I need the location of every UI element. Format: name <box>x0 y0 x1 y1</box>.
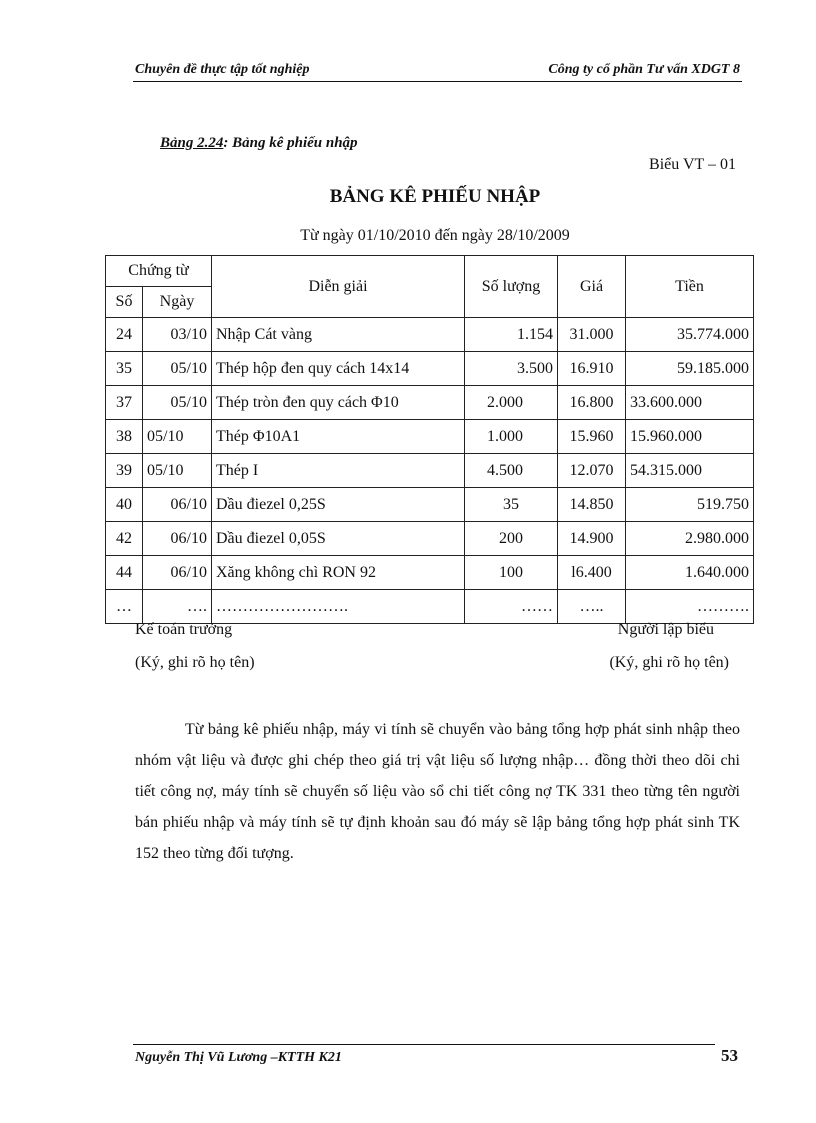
cell-number: 24 <box>106 318 143 352</box>
page-number: 53 <box>721 1046 738 1065</box>
cell-number: 40 <box>106 488 143 522</box>
cell-amount: 54.315.000 <box>626 454 754 488</box>
cell-price: 15.960 <box>558 420 626 454</box>
header-price: Giá <box>558 256 626 318</box>
cell-date: 06/10 <box>143 522 212 556</box>
cell-amount: ………. <box>626 590 754 624</box>
cell-quantity: 3.500 <box>465 352 558 386</box>
footer-rule <box>133 1044 715 1045</box>
cell-quantity: 100 <box>465 556 558 590</box>
cell-number: 42 <box>106 522 143 556</box>
cell-price: 14.900 <box>558 522 626 556</box>
cell-date: 05/10 <box>143 386 212 420</box>
header-right: Công ty cổ phần Tư vấn XDGT 8 <box>548 62 740 77</box>
cell-description: Thép hộp đen quy cách 14x14 <box>212 352 465 386</box>
cell-date: 05/10 <box>143 454 212 488</box>
signature-right-note: (Ký, ghi rõ họ tên) <box>609 654 729 671</box>
cell-date: …. <box>143 590 212 624</box>
cell-number: 38 <box>106 420 143 454</box>
header-left: Chuyên đề thực tập tốt nghiệp <box>135 62 310 77</box>
cell-date: 06/10 <box>143 488 212 522</box>
cell-price: ….. <box>558 590 626 624</box>
cell-number: 37 <box>106 386 143 420</box>
cell-date: 03/10 <box>143 318 212 352</box>
cell-date: 05/10 <box>143 420 212 454</box>
caption-label: Bảng 2.24 <box>160 135 224 151</box>
cell-quantity: …… <box>465 590 558 624</box>
cell-number: 35 <box>106 352 143 386</box>
cell-date: 05/10 <box>143 352 212 386</box>
cell-amount: 33.600.000 <box>626 386 754 420</box>
cell-description: Thép Φ10A1 <box>212 420 465 454</box>
cell-quantity: 1.154 <box>465 318 558 352</box>
table-row <box>106 420 754 454</box>
header-description: Diễn giải <box>212 256 465 318</box>
table-row <box>106 318 754 352</box>
cell-amount: 1.640.000 <box>626 556 754 590</box>
signature-left-note: (Ký, ghi rõ họ tên) <box>135 654 255 671</box>
header-date: Ngày <box>143 287 212 318</box>
cell-amount: 519.750 <box>626 488 754 522</box>
table-row <box>106 454 754 488</box>
cell-description: ……………………. <box>212 590 465 624</box>
cell-amount: 15.960.000 <box>626 420 754 454</box>
page-title: BẢNG KÊ PHIẾU NHẬP <box>329 186 541 207</box>
body-text: Từ bảng kê phiếu nhập, máy vi tính sẽ chuyển vào bảng tổng hợp phát sinh nhập theo nhóm vật liệu và được ghi chép theo giá trị vật liệu số lượng nhập… đồng thời theo dõi chi tiết công nợ, máy tính sẽ chuyển số liệu vào sổ chi tiết công nợ TK 331 theo từng tên người bán phiếu nhập và máy tính sẽ tự định khoản sau đó máy sẽ lập bảng tổng hợp phát sinh TK 152 theo từng đối tượng. <box>135 721 740 862</box>
cell-description: Dầu điezel 0,25S <box>212 488 465 522</box>
header-voucher: Chứng từ <box>106 256 212 287</box>
cell-quantity: 1.000 <box>465 420 558 454</box>
cell-description: Thép I <box>212 454 465 488</box>
cell-date: 06/10 <box>143 556 212 590</box>
form-code: Biểu VT – 01 <box>649 156 736 173</box>
header-amount: Tiền <box>626 256 754 318</box>
header-quantity: Số lượng <box>465 256 558 318</box>
cell-price: 31.000 <box>558 318 626 352</box>
cell-description: Nhập Cát vàng <box>212 318 465 352</box>
cell-price: 16.800 <box>558 386 626 420</box>
cell-description: Thép tròn đen quy cách Φ10 <box>212 386 465 420</box>
cell-price: 14.850 <box>558 488 626 522</box>
cell-quantity: 200 <box>465 522 558 556</box>
header-number: Số <box>106 287 143 318</box>
table-row <box>106 522 754 556</box>
cell-price: 12.070 <box>558 454 626 488</box>
cell-price: l6.400 <box>558 556 626 590</box>
body-paragraph <box>135 714 740 869</box>
table-row <box>106 590 754 624</box>
cell-amount: 59.185.000 <box>626 352 754 386</box>
cell-description: Dầu điezel 0,05S <box>212 522 465 556</box>
cell-description: Xăng không chì RON 92 <box>212 556 465 590</box>
table-row <box>106 386 754 420</box>
cell-quantity: 2.000 <box>465 386 558 420</box>
signature-right-title: Người lập biểu <box>617 621 714 638</box>
receipt-table <box>105 255 754 624</box>
table-row <box>106 556 754 590</box>
cell-number: … <box>106 590 143 624</box>
cell-quantity: 4.500 <box>465 454 558 488</box>
header-rule <box>133 81 742 82</box>
table-caption <box>160 135 358 152</box>
caption-text: : Bảng kê phiếu nhập <box>223 135 358 151</box>
table-row <box>106 352 754 386</box>
cell-number: 44 <box>106 556 143 590</box>
cell-price: 16.910 <box>558 352 626 386</box>
date-range: Từ ngày 01/10/2010 đến ngày 28/10/2009 <box>300 227 570 244</box>
cell-number: 39 <box>106 454 143 488</box>
table-row <box>106 488 754 522</box>
cell-amount: 2.980.000 <box>626 522 754 556</box>
signature-left-title: Kế toán trưởng <box>135 621 233 638</box>
footer-author: Nguyễn Thị Vũ Lương –KTTH K21 <box>135 1050 342 1065</box>
cell-amount: 35.774.000 <box>626 318 754 352</box>
cell-quantity: 35 <box>465 488 558 522</box>
